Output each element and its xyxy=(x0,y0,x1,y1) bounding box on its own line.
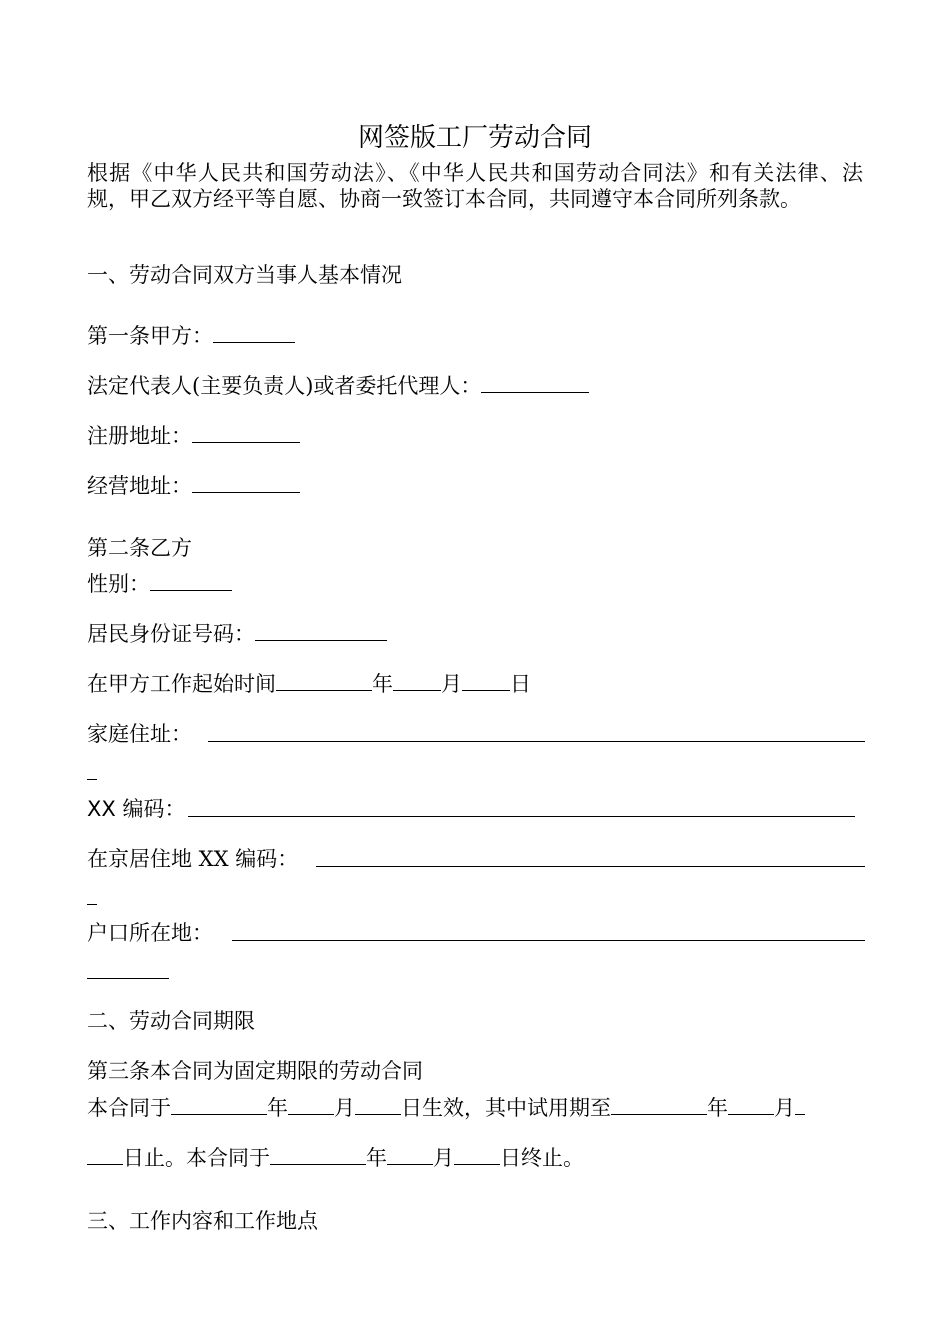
biz-address-blank[interactable] xyxy=(192,473,300,493)
term-end-year-blank[interactable] xyxy=(270,1145,366,1165)
hukou-label: 户口所在地： xyxy=(87,921,213,945)
hukou-blank-overflow xyxy=(87,978,169,979)
probation-month-blank[interactable] xyxy=(728,1095,774,1115)
home-address-line xyxy=(87,721,192,747)
contract-term-line-2 xyxy=(87,1145,584,1171)
term-end-day-label: 日止。本合同于 xyxy=(123,1146,270,1170)
beijing-code-blank-overflow xyxy=(87,904,97,905)
year-label: 年 xyxy=(372,672,393,696)
term-effective-label: 日生效，其中试用期至 xyxy=(401,1096,611,1120)
probation-day-blank-start[interactable] xyxy=(795,1095,805,1115)
probation-day-blank[interactable] xyxy=(87,1145,123,1165)
beijing-code-line xyxy=(87,846,298,872)
start-time-label: 在甲方工作起始时间 xyxy=(87,672,276,696)
year-label: 年 xyxy=(366,1146,387,1170)
home-address-blank[interactable] xyxy=(208,741,865,742)
gender-line xyxy=(87,571,232,597)
month-label: 月 xyxy=(334,1096,355,1120)
start-month-blank[interactable] xyxy=(393,671,441,691)
legal-rep-blank[interactable] xyxy=(481,373,589,393)
intro-paragraph: 根据《中华人民共和国劳动法》、《中华人民共和国劳动合同法》和有关法律、法规，甲乙双方经平等自愿、协商一致签订本合同，共同遵守本合同所列条款。 xyxy=(87,161,863,211)
registered-address-line xyxy=(87,423,300,449)
section-2-heading: 二、劳动合同期限 xyxy=(87,1009,255,1033)
home-address-label: 家庭住址： xyxy=(87,722,192,746)
start-year-blank[interactable] xyxy=(276,671,372,691)
term-start-year-blank[interactable] xyxy=(171,1095,267,1115)
term-start-label: 本合同于 xyxy=(87,1096,171,1120)
year-label: 年 xyxy=(267,1096,288,1120)
term-start-day-blank[interactable] xyxy=(355,1095,401,1115)
start-day-blank[interactable] xyxy=(462,671,510,691)
term-terminate-label: 日终止。 xyxy=(500,1146,584,1170)
gender-label: 性别： xyxy=(87,572,150,596)
year-label: 年 xyxy=(707,1096,728,1120)
reg-address-blank[interactable] xyxy=(192,423,300,443)
hukou-line xyxy=(87,920,213,946)
party-a-label: 第一条甲方： xyxy=(87,324,213,348)
beijing-code-label: 在京居住地 XX 编码： xyxy=(87,847,299,871)
article-1-party-a xyxy=(87,323,295,349)
start-time-line xyxy=(87,671,531,697)
term-end-day-blank[interactable] xyxy=(454,1145,500,1165)
business-address-line xyxy=(87,473,300,499)
article-3: 第三条本合同为固定期限的劳动合同 xyxy=(87,1059,423,1083)
month-label: 月 xyxy=(441,672,462,696)
contract-term-line-1 xyxy=(87,1095,805,1121)
id-number-line xyxy=(87,621,387,647)
hukou-blank[interactable] xyxy=(232,940,865,941)
section-3-heading: 三、工作内容和工作地点 xyxy=(87,1209,318,1233)
document-title: 网签版工厂劳动合同 xyxy=(357,123,592,153)
party-a-blank[interactable] xyxy=(213,323,295,343)
xx-code-label: XX 编码： xyxy=(87,797,186,821)
section-1-heading: 一、劳动合同双方当事人基本情况 xyxy=(87,263,402,287)
xx-code-blank[interactable] xyxy=(188,816,855,817)
article-2-party-b: 第二条乙方 xyxy=(87,536,192,560)
id-number-blank[interactable] xyxy=(255,621,387,641)
month-label: 月 xyxy=(433,1146,454,1170)
term-start-month-blank[interactable] xyxy=(288,1095,334,1115)
id-number-label: 居民身份证号码： xyxy=(87,622,255,646)
gender-blank[interactable] xyxy=(150,571,232,591)
day-label: 日 xyxy=(510,672,531,696)
biz-address-label: 经营地址： xyxy=(87,474,192,498)
term-end-month-blank[interactable] xyxy=(387,1145,433,1165)
probation-year-blank[interactable] xyxy=(611,1095,707,1115)
reg-address-label: 注册地址： xyxy=(87,424,192,448)
beijing-code-blank[interactable] xyxy=(316,866,865,867)
home-address-blank-overflow xyxy=(87,779,97,780)
legal-rep-label: 法定代表人(主要负责人)或者委托代理人： xyxy=(87,374,482,398)
legal-representative-line xyxy=(87,373,589,399)
xx-code-line xyxy=(87,796,185,822)
month-label: 月 xyxy=(774,1096,795,1120)
